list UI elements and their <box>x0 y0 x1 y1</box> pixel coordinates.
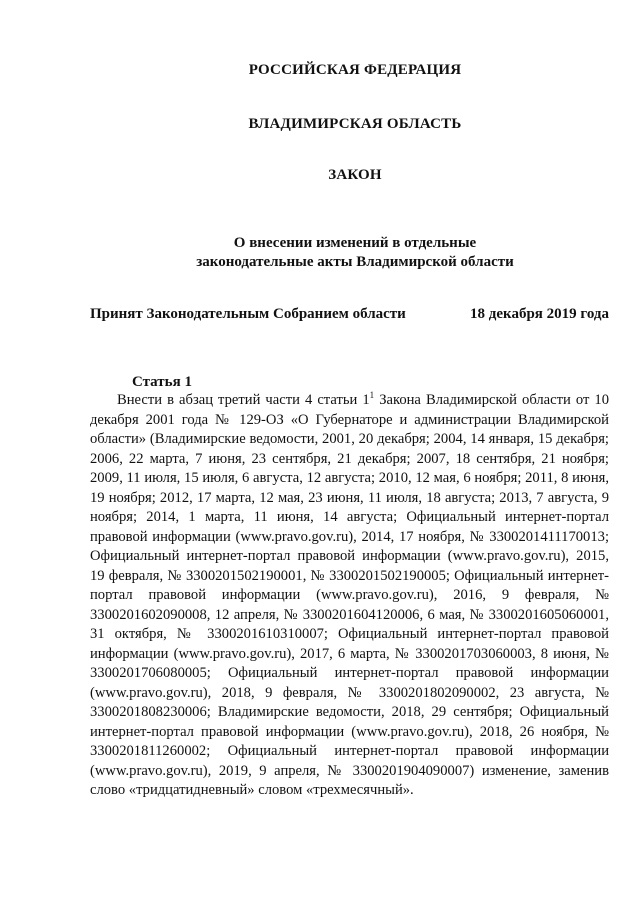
article-text-start: Внести в абзац третий части 4 статьи 1 <box>117 392 370 408</box>
article-superscript: 1 <box>369 390 375 400</box>
article-text-rest: Закона Владимирской области от 10 декабря 2001 года № 129-ОЗ «О Губернаторе и администрации Владимирской области» (Владимирские ведомости, 2001, 20 декабря; 2004, 14 января, 15 декабря; 2006, 22 марта, 7 июня, 23 сентября, 21 декабря; 2007, 18 сентября, 21 ноября; 2009, 11 июля, 15 июля, 6 августа, 12 августа; 2010, 12 мая, 6 ноября; 2011, 8 июня, 19 ноября; 2012, 17 марта, 12 мая, 23 июня, 11 июля, 18 августа; 2013, 7 августа, 9 ноября; 2014, 1 марта, 11 июня, 14 августа; Официальный интернет-портал правовой информации (www.pravo.gov.ru), 2014, 17 ноября, № 3300201411170013; Официальный интернет-портал правовой информации (www.pravo.gov.ru), 2015, 19 февраля, № 3300201502190001, № 3300201502190005; Официальный интернет-портал правовой информации (www.pravo.gov.ru), 2016, 9 февраля, № 3300201602090008, 12 апреля, № 3300201604120006, 6 мая, № 3300201605060001, 31 октября, № 3300201610310007; Официальный интернет-портал правовой информации (www.pravo.gov.ru), 2017, 6 марта, № 3300201703060003, 8 июня, № 3300201706080005; Официальный интернет-портал правовой информации (www.pravo.gov.ru), 2018, 9 февраля, № 3300201802090002, 23 августа, № 3300201808230006; Владимирские ведомости, 2018, 29 сентября; Официальный интернет-портал правовой информации (www.pravo.gov.ru), 2018, 26 ноября, № 3300201811260002; Официальный интернет-портал правовой информации (www.pravo.gov.ru), 2019, 9 апреля, № 3300201904090007) изменение, заменив слово «тридцатидневный» словом «трехмесячный». <box>90 392 609 798</box>
adopted-by: Принят Законодательным Собранием области <box>90 306 406 322</box>
document-type-heading: ЗАКОН <box>328 167 382 183</box>
law-title-line-2: законодательные акты Владимирской области <box>196 254 514 270</box>
law-title <box>35 234 640 272</box>
law-title-line-1: О внесении изменений в отдельные <box>233 235 477 251</box>
article-body <box>90 391 609 801</box>
article-title: Статья 1 <box>132 374 192 390</box>
region-heading: ВЛАДИМИРСКАЯ ОБЛАСТЬ <box>248 116 462 132</box>
country-heading: РОССИЙСКАЯ ФЕДЕРАЦИЯ <box>248 62 462 78</box>
adoption-date: 18 декабря 2019 года <box>470 306 609 322</box>
